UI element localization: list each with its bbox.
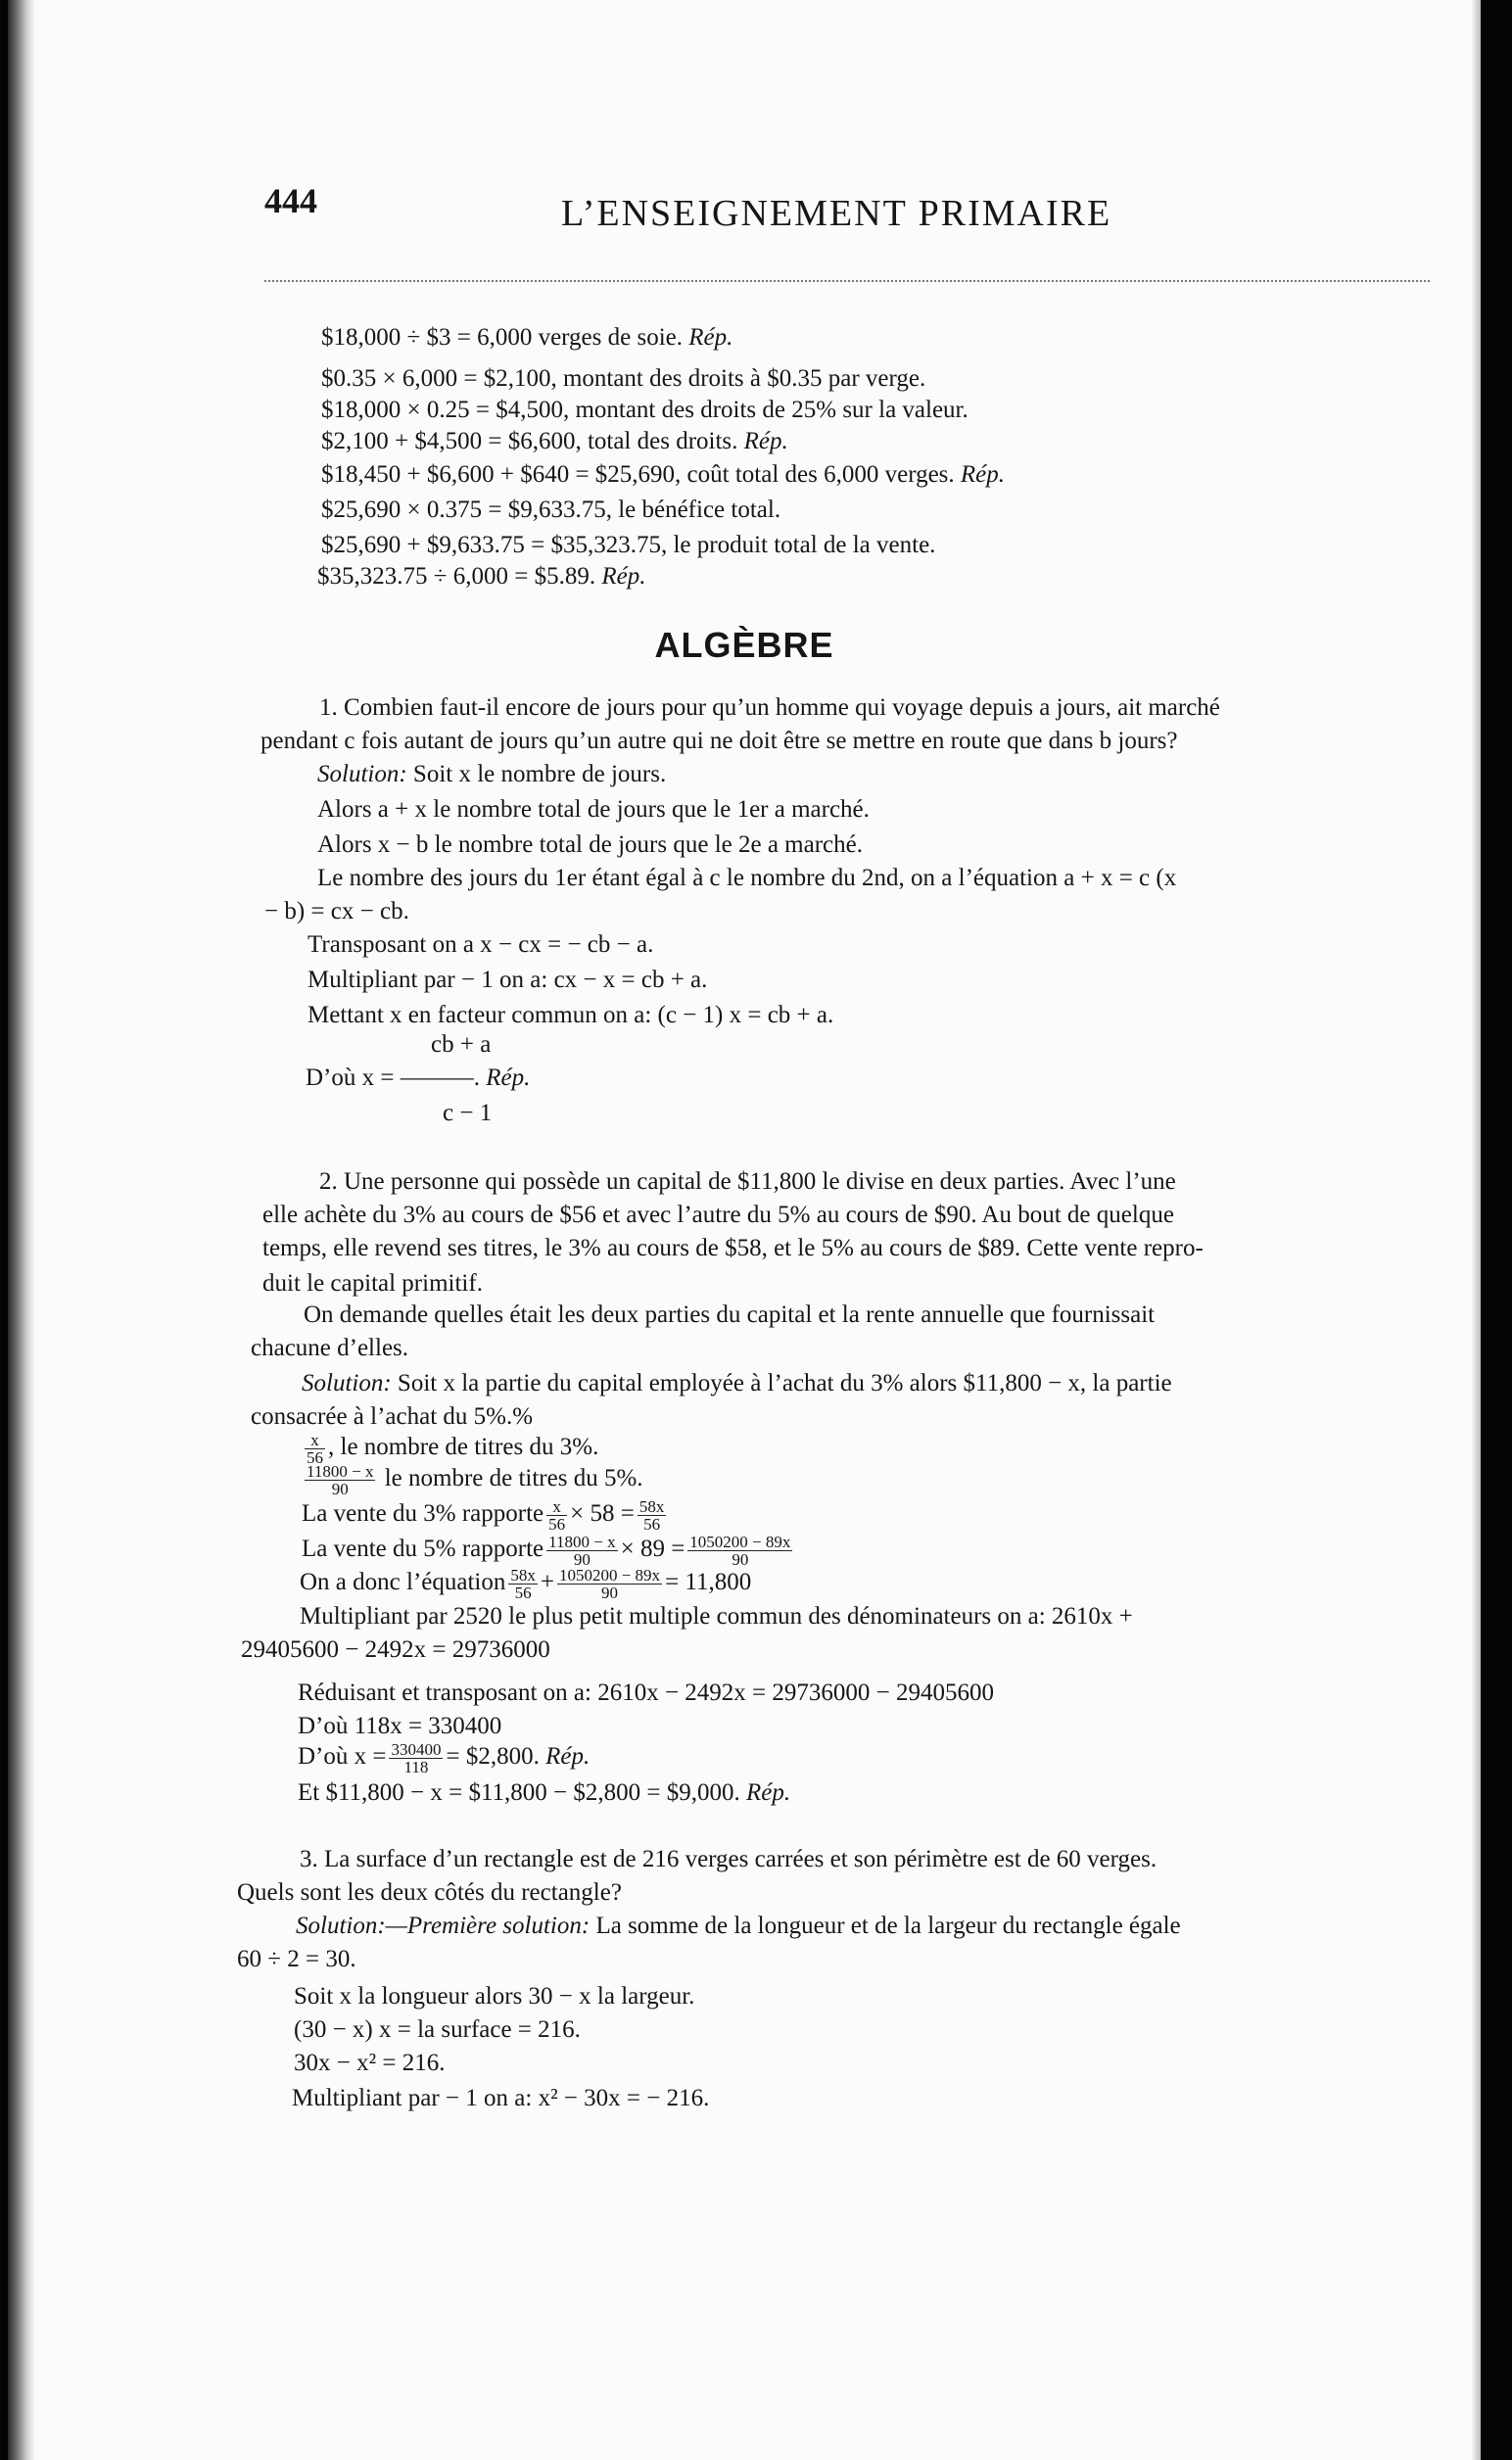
problem3-solution-1: Solution:—Première solution: La somme de la longueur et de la largeur du rectangle égale <box>296 1913 1181 1939</box>
prev-line-3: $18,000 × 0.25 = $4,500, montant des droits de 25% sur la valeur. <box>321 397 969 423</box>
header-rule <box>264 280 1430 282</box>
section-title: ALGÈBRE <box>654 625 834 665</box>
problem3-solution-2: 60 ÷ 2 = 30. <box>237 1946 356 1972</box>
problem1-line-9: Mettant x en facteur commun on a: (c − 1) x = cb + a. <box>307 1002 834 1028</box>
problem2-solution-8: Multipliant par 2520 le plus petit multiple commun des dénominateurs on a: 2610x + <box>300 1603 1133 1630</box>
problem2-solution-4: $\frac{11800 - x}{90}$ le nombre de titres du 5%. <box>307 1462 643 1498</box>
fraction: $\frac{x}{56}$ <box>307 1431 323 1467</box>
problem2-solution-3: $\frac{x}{56}$ , le nombre de titres du 3%. <box>307 1431 599 1467</box>
problem2-solution-10: Réduisant et transposant on a: 2610x − 2492x = 29736000 − 29405600 <box>298 1679 994 1706</box>
book-gutter-shadow <box>8 0 35 2460</box>
prev-line-2: $0.35 × 6,000 = $2,100, montant des droits à $0.35 par verge. <box>321 365 926 392</box>
problem1-line-3: Alors a + x le nombre total de jours que le 1er a marché. <box>317 796 870 823</box>
problem1-statement-1: 1. Combien faut-il encore de jours pour qu’un homme qui voyage depuis a jours, ait marché <box>319 694 1220 721</box>
problem1-line-7: Transposant on a x − cx = − cb − a. <box>307 931 654 958</box>
problem2-statement-3: temps, elle revend ses titres, le 3% au cours de $58, et le 5% au cours de $89. Cette vente repro- <box>262 1235 1204 1261</box>
problem2-solution-2: consacrée à l’achat du 5%.% <box>251 1403 534 1430</box>
problem3-statement-2: Quels sont les deux côtés du rectangle? <box>237 1879 622 1906</box>
problem1-line-8: Multipliant par − 1 on a: cx − x = cb + a. <box>307 967 708 993</box>
prev-line-8: $35,323.75 ÷ 6,000 = $5.89. Rép. <box>317 563 646 590</box>
fraction: $\frac{330400}{118}$ <box>391 1740 442 1776</box>
problem3-solution-5: 30x − x² = 216. <box>294 2050 446 2076</box>
problem1-statement-2: pendant c fois autant de jours qu’un autre qui ne doit être se mettre en route que dans b jours? <box>260 728 1178 754</box>
problem2-solution-5: La vente du 3% rapporte $\frac{x}{56}$ × 58 = $\frac{58x}{56}$ <box>302 1497 665 1534</box>
problem2-statement-6: chacune d’elles. <box>251 1335 409 1361</box>
prev-line-5: $18,450 + $6,600 + $640 = $25,690, coût total des 6,000 verges. Rép. <box>321 461 1006 488</box>
problem1-fraction-denominator: c − 1 <box>443 1100 493 1126</box>
problem2-solution-12: D’où x = $\frac{330400}{118}$ = $2,800. Rép. <box>298 1740 591 1776</box>
problem3-solution-4: (30 − x) x = la surface = 216. <box>294 2016 581 2043</box>
fraction: $\frac{58x}{56}$ <box>638 1497 665 1534</box>
fraction: $\frac{1050200 - 89x}{90}$ <box>689 1533 791 1569</box>
problem2-solution-1: Solution: Soit x la partie du capital employée à l’achat du 3% alors $11,800 − x, la partie <box>302 1370 1172 1396</box>
problem2-statement-5: On demande quelles était les deux parties du capital et la rente annuelle que fournissait <box>304 1301 1156 1328</box>
problem1-solution: Solution: Soit x le nombre de jours. <box>317 761 667 787</box>
running-title: L’ENSEIGNEMENT PRIMAIRE <box>561 193 1112 234</box>
problem2-solution-11: D’où 118x = 330400 <box>298 1713 502 1739</box>
prev-line-1: $18,000 ÷ $3 = 6,000 verges de soie. Rép. <box>321 324 733 351</box>
prev-line-6: $25,690 × 0.375 = $9,633.75, le bénéfice total. <box>321 497 781 523</box>
problem2-statement-1: 2. Une personne qui possède un capital de $11,800 le divise en deux parties. Avec l’une <box>319 1168 1176 1195</box>
problem3-solution-6: Multipliant par − 1 on a: x² − 30x = − 216. <box>292 2085 710 2111</box>
problem1-fraction-line: D’où x = ———. Rép. <box>306 1064 531 1091</box>
fraction: $\frac{11800 - x}{90}$ <box>548 1533 616 1569</box>
page-number: 444 <box>264 181 317 220</box>
fraction: $\frac{1050200 - 89x}{90}$ <box>558 1566 661 1602</box>
problem2-statement-2: elle achète du 3% au cours de $56 et avec l’autre du 5% au cours de $90. Au bout de quelque <box>262 1202 1174 1228</box>
problem2-solution-6: La vente du 5% rapporte $\frac{11800 - x}{90}$ × 89 = $\frac{1050200 - 89x}{90}$ <box>302 1533 791 1569</box>
prev-line-4: $2,100 + $4,500 = $6,600, total des droits. Rép. <box>321 428 788 454</box>
problem1-line-6: − b) = cx − cb. <box>264 898 409 924</box>
prev-line-7: $25,690 + $9,633.75 = $35,323.75, le produit total de la vente. <box>321 532 936 558</box>
problem1-line-4: Alors x − b le nombre total de jours que le 2e a marché. <box>317 831 863 858</box>
problem2-solution-13: Et $11,800 − x = $11,800 − $2,800 = $9,000. Rép. <box>298 1779 791 1806</box>
problem2-statement-4: duit le capital primitif. <box>262 1270 483 1297</box>
page-edge-shadow <box>1471 0 1481 2460</box>
fraction: $\frac{x}{56}$ <box>548 1497 566 1534</box>
fraction: $\frac{11800 - x}{90}$ <box>307 1462 374 1498</box>
problem2-solution-9: 29405600 − 2492x = 29736000 <box>241 1636 550 1663</box>
problem2-solution-7: On a donc l’équation $\frac{58x}{56}$ + $\frac{1050200 - 89x}{90}$ = 11,800 <box>300 1566 752 1602</box>
book-page <box>8 0 1481 2460</box>
fraction: $\frac{58x}{56}$ <box>510 1566 536 1602</box>
problem1-fraction-numerator: cb + a <box>431 1031 492 1058</box>
problem3-solution-3: Soit x la longueur alors 30 − x la largeur. <box>294 1983 695 2010</box>
problem1-line-5: Le nombre des jours du 1er étant égal à c le nombre du 2nd, on a l’équation a + x = c (x <box>317 865 1177 891</box>
problem3-statement-1: 3. La surface d’un rectangle est de 216 verges carrées et son périmètre est de 60 verges. <box>300 1846 1158 1872</box>
